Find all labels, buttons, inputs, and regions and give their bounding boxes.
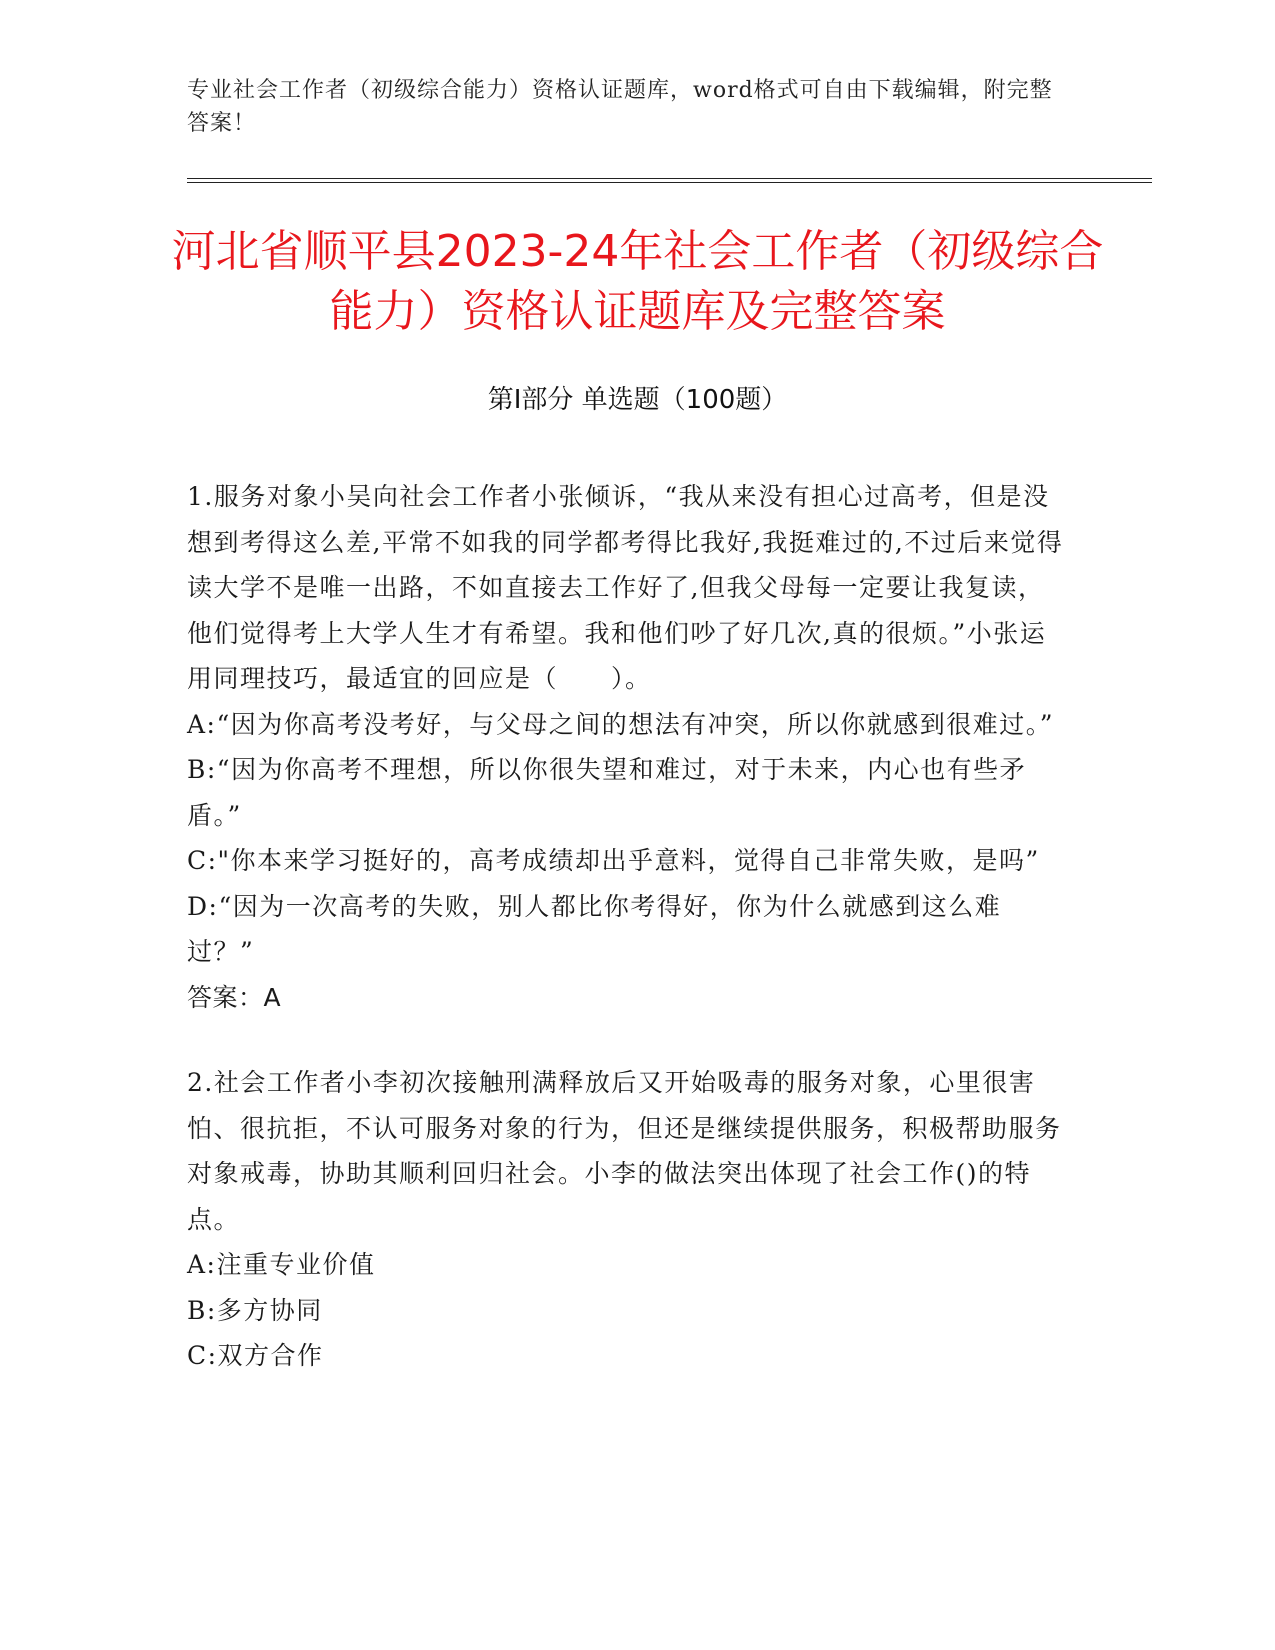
answer-line: 答案：A xyxy=(187,982,282,1012)
section-heading: 第Ⅰ部分 单选题（100题） xyxy=(487,385,788,415)
option-c: C:"你本来学习挺好的，高考成绩却出乎意料，觉得自己非常失败，是吗” xyxy=(187,846,1040,875)
option-b: B:多方协同 xyxy=(187,1295,323,1325)
option-b: B:“因为你高考不理想，所以你很失望和难过，对于未来，内心也有些矛盾。” xyxy=(187,755,1027,830)
header-divider xyxy=(187,178,1152,183)
header-note: 专业社会工作者（初级综合能力）资格认证题库，word格式可自由下载编辑，附完整答案！ xyxy=(187,78,1053,136)
question-stem: 2.社会工作者小李初次接触刑满释放后又开始吸毒的服务对象，心里很害怕、很抗拒，不认可服务对象的行为，但还是继续提供服务，积极帮助服务对象戒毒，协助其顺利回归社会。小李的做法突出体现了社会工作()的特点。 xyxy=(187,1068,1062,1234)
document-title: 河北省顺平县2023-24年社会工作者（初级综合能力）资格认证题库及完整答案 xyxy=(171,226,1104,337)
question-1 xyxy=(187,474,1067,1020)
option-c: C:双方合作 xyxy=(187,1341,324,1370)
option-a: A:“因为你高考没考好，与父母之间的想法有冲突，所以你就感到很难过。” xyxy=(187,709,1055,739)
question-list xyxy=(187,474,1067,1419)
option-a: A:注重专业价值 xyxy=(187,1250,376,1279)
question-stem: 1.服务对象小吴向社会工作者小张倾诉，“我从来没有担心过高考，但是没想到考得这么差,平常不如我的同学都考得比我好,我挺难过的,不过后来觉得读大学不是唯一出路，不如直接去工作好了,但我父母每一定要让我复读，他们觉得考上大学人生才有希望。我和他们吵了好几次,真的很烦。”小张运用同理技巧，最适宜的回应是（ ）。 xyxy=(187,482,1064,693)
option-d: D:“因为一次高考的失败，别人都比你考得好，你为什么就感到这么难过？” xyxy=(187,891,1002,966)
question-2 xyxy=(187,1060,1067,1379)
